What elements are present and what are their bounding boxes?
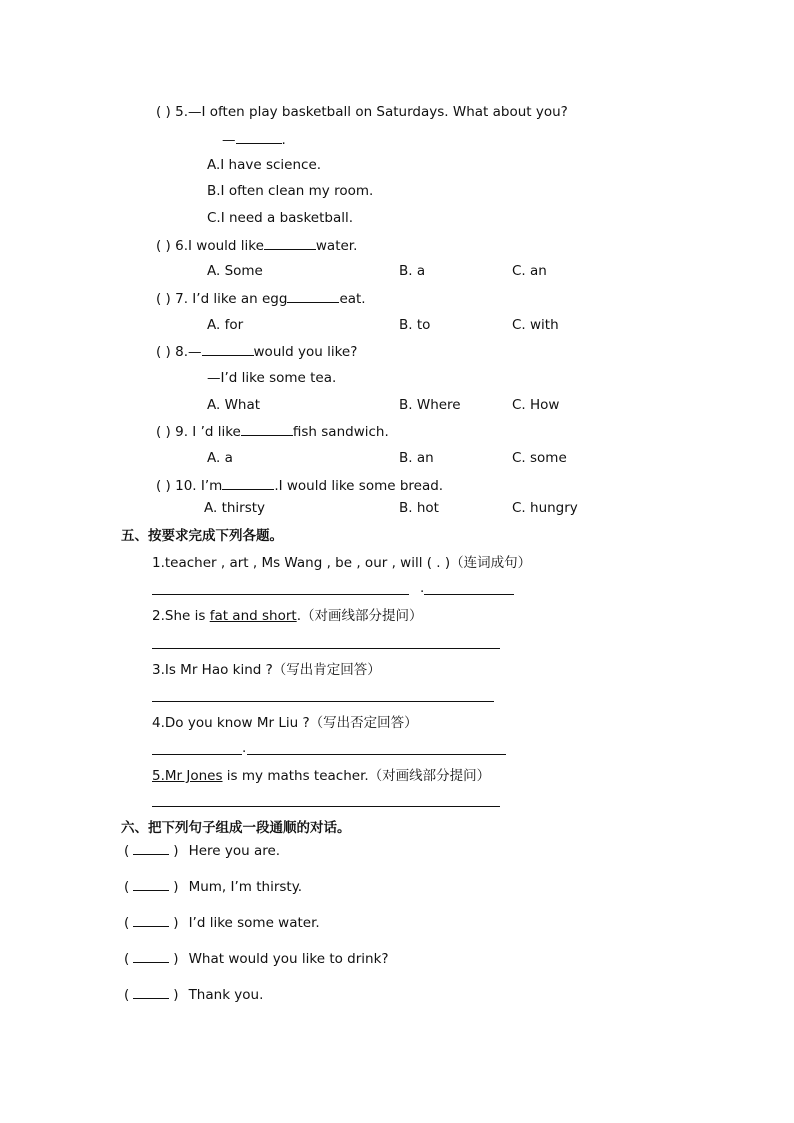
dialogue-sentence: I’d like some water.: [188, 915, 320, 931]
q7-option-a: A. for: [207, 317, 244, 333]
q6-option-c: C. an: [512, 263, 547, 279]
dialogue-sentence: Thank you.: [188, 987, 264, 1003]
answer-paren[interactable]: ( ): [156, 238, 171, 254]
s5-q4-answer-line-2[interactable]: [247, 754, 506, 755]
order-paren-close: ): [173, 843, 179, 859]
q7-stem: ( ) 7. I’d like an egg eat.: [156, 291, 366, 307]
s5-q1: 1.teacher , art , Ms Wang , be , our , will ( . )（连词成句）: [152, 555, 532, 571]
underlined-phrase: 5.Mr Jones: [152, 768, 223, 784]
q8-option-c: C. How: [512, 397, 560, 413]
q5-option-b: B.I often clean my room.: [207, 183, 374, 199]
q9-option-b: B. an: [399, 450, 434, 466]
q10-option-b: B. hot: [399, 500, 439, 516]
order-paren-close: ): [173, 879, 179, 895]
dialogue-item: [124, 986, 263, 1003]
order-blank[interactable]: [133, 878, 169, 891]
order-blank[interactable]: [133, 950, 169, 963]
q5-blank[interactable]: [236, 131, 282, 144]
s5-q4-answer-line-1[interactable]: [152, 754, 242, 755]
q8-option-a: A. What: [207, 397, 261, 413]
section6-title: 六、把下列句子组成一段通顺的对话。: [121, 820, 351, 836]
dialogue-item: [124, 878, 302, 895]
s5-q1-answer-line-2[interactable]: [424, 594, 514, 595]
s5-q1-dot: .: [420, 580, 425, 596]
q10-option-a: A. thirsty: [204, 500, 266, 516]
answer-paren[interactable]: ( ): [156, 478, 171, 494]
order-paren-open: (: [124, 915, 130, 931]
order-paren-open: (: [124, 879, 130, 895]
q6-option-b: B. a: [399, 263, 426, 279]
q10-option-c: C. hungry: [512, 500, 578, 516]
s5-q5: 5.Mr Jones is my maths teacher.（对画线部分提问）: [152, 768, 491, 784]
s5-q4: 4.Do you know Mr Liu ?（写出否定回答）: [152, 715, 418, 731]
dialogue-sentence: What would you like to drink?: [188, 951, 389, 967]
q6-blank[interactable]: [264, 237, 316, 250]
q5-option-a: A.I have science.: [207, 157, 322, 173]
section5-title: 五、按要求完成下列各题。: [121, 528, 283, 544]
q8-blank[interactable]: [202, 343, 254, 356]
s5-q4-dot: .: [242, 740, 247, 756]
q9-option-c: C. some: [512, 450, 567, 466]
order-paren-open: (: [124, 987, 130, 1003]
answer-paren[interactable]: ( ): [156, 104, 171, 120]
dialogue-sentence: Mum, I’m thirsty.: [188, 879, 303, 895]
order-paren-open: (: [124, 843, 130, 859]
s5-q1-answer-line-1[interactable]: [152, 594, 409, 595]
q9-blank[interactable]: [241, 423, 293, 436]
answer-paren[interactable]: ( ): [156, 291, 171, 307]
answer-paren[interactable]: ( ): [156, 424, 171, 440]
answer-paren[interactable]: ( ): [156, 344, 171, 360]
order-blank[interactable]: [133, 914, 169, 927]
q8-option-b: B. Where: [399, 397, 461, 413]
order-blank[interactable]: [133, 842, 169, 855]
q5-option-c: C.I need a basketball.: [207, 210, 354, 226]
s5-q2: 2.She is fat and short.（对画线部分提问）: [152, 608, 423, 624]
order-paren-close: ): [173, 951, 179, 967]
s5-q5-answer-line[interactable]: [152, 806, 500, 807]
q6-option-a: A. Some: [207, 263, 263, 279]
q7-blank[interactable]: [287, 290, 339, 303]
s5-q3: 3.Is Mr Hao kind ?（写出肯定回答）: [152, 662, 381, 678]
q5-reply: — .: [222, 132, 286, 148]
q8-stem: ( ) 8.— would you like?: [156, 344, 358, 360]
dialogue-item: [124, 950, 389, 967]
q9-option-a: A. a: [207, 450, 233, 466]
q7-option-b: B. to: [399, 317, 431, 333]
dialogue-item: [124, 842, 280, 859]
q6-stem: ( ) 6.I would like water.: [156, 238, 358, 254]
q10-stem: ( ) 10. I’m .I would like some bread.: [156, 478, 444, 494]
dialogue-sentence: Here you are.: [188, 843, 281, 859]
order-paren-open: (: [124, 951, 130, 967]
q7-option-c: C. with: [512, 317, 559, 333]
order-paren-close: ): [173, 987, 179, 1003]
underlined-phrase: fat and short: [209, 608, 297, 624]
dialogue-item: [124, 914, 320, 931]
s5-q2-answer-line[interactable]: [152, 648, 500, 649]
q8-reply: —I’d like some tea.: [207, 370, 337, 386]
s5-q3-answer-line[interactable]: [152, 701, 494, 702]
q5-stem: ( ) 5.—I often play basketball on Saturdays. What about you?: [156, 104, 568, 120]
order-paren-close: ): [173, 915, 179, 931]
order-blank[interactable]: [133, 986, 169, 999]
q9-stem: ( ) 9. I ’d like fish sandwich.: [156, 424, 389, 440]
q10-blank[interactable]: [222, 477, 274, 490]
